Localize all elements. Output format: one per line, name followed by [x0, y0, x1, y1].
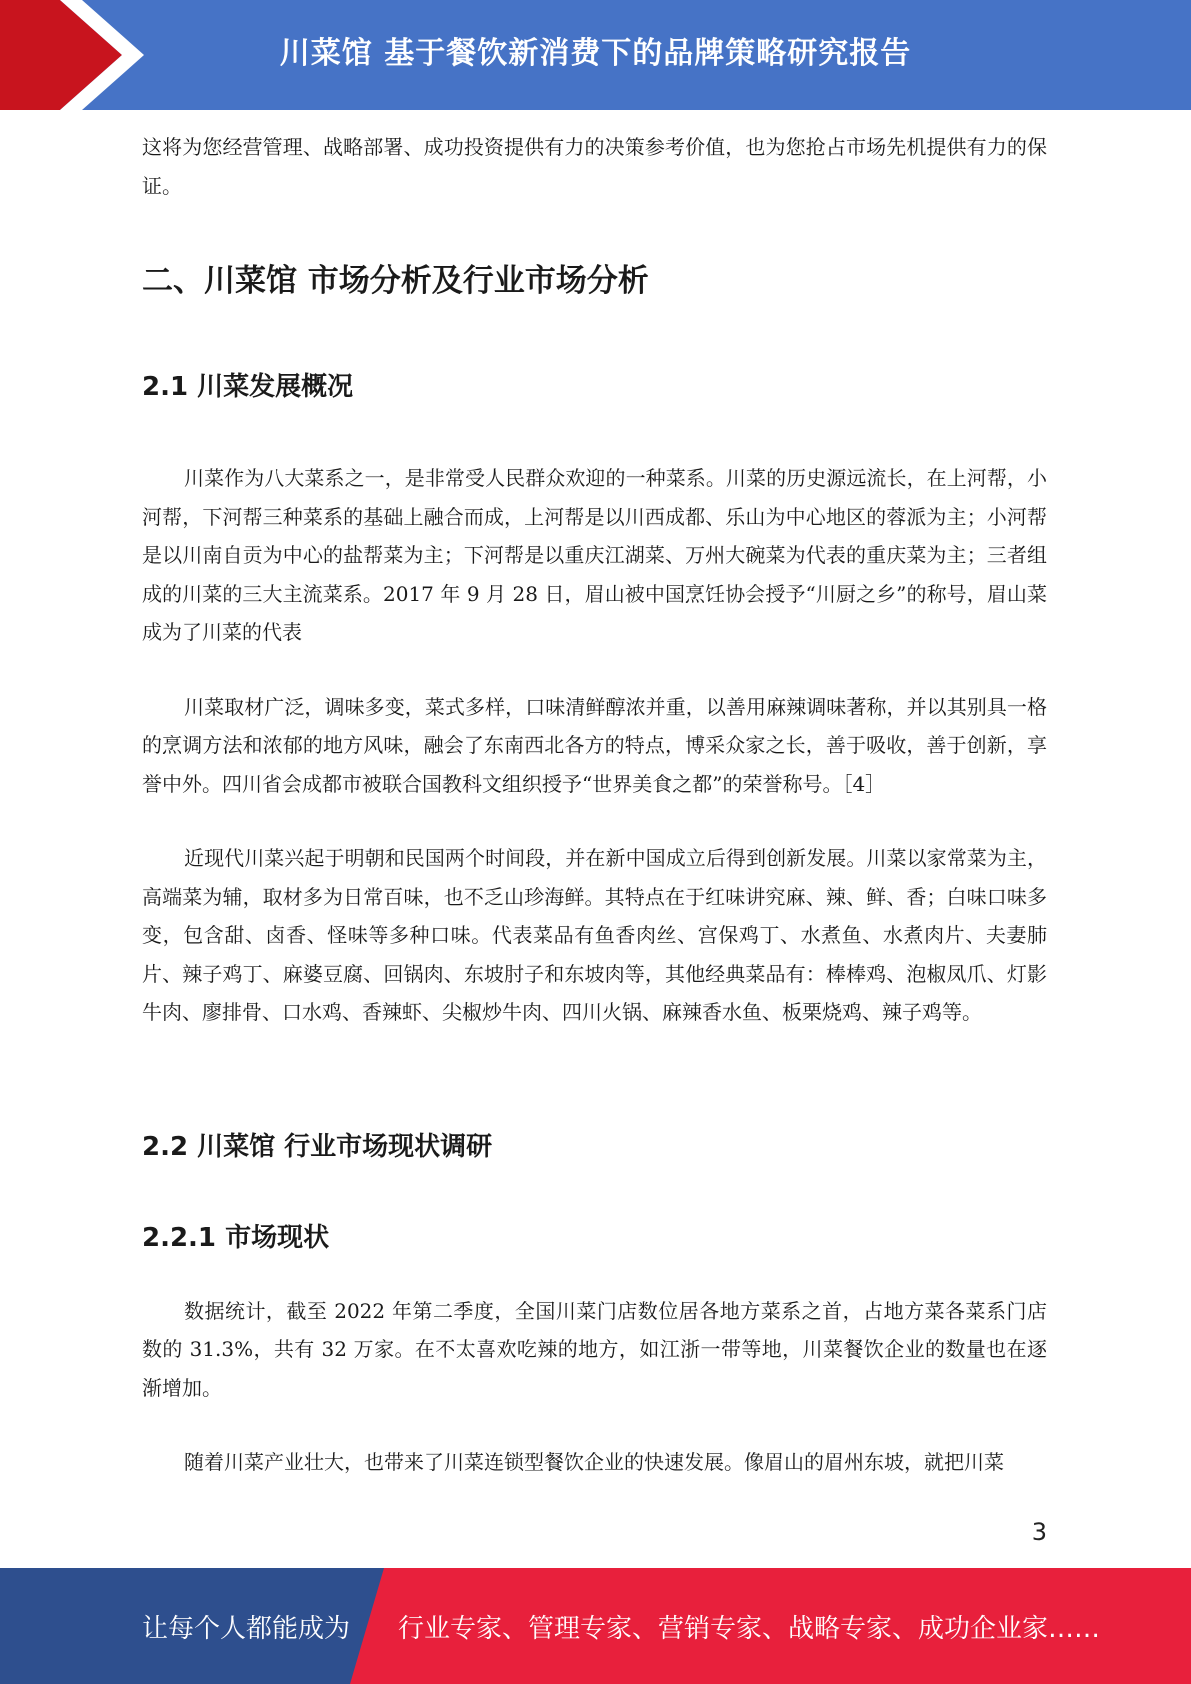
subsection-heading-2-2: 2.2 川菜馆 行业市场现状调研	[142, 1131, 493, 1162]
paragraph: 近现代川菜兴起于明朝和民国两个时间段，并在新中国成立后得到创新发展。川菜以家常菜为主，高端菜为辅，取材多为日常百味，也不乏山珍海鲜。其特点在于红味讲究麻、辣、鲜、香；白味口味多变，包含甜、卤香、怪味等多种口味。代表菜品有鱼香肉丝、宫保鸡丁、水煮鱼、水煮肉片、夫妻肺片、辣子鸡丁、麻婆豆腐、回锅肉、东坡肘子和东坡肉等，其他经典菜品有：棒棒鸡、泡椒凤爪、灯影牛肉、廖排骨、口水鸡、香辣虾、尖椒炒牛肉、四川火锅、麻辣香水鱼、板栗烧鸡、辣子鸡等。	[142, 846, 1047, 1024]
paragraph: 川菜作为八大菜系之一，是非常受人民群众欢迎的一种菜系。川菜的历史源远流长，在上河帮，小河帮，下河帮三种菜系的基础上融合而成，上河帮是以川西成都、乐山为中心地区的蓉派为主；小河帮是以川南自贡为中心的盐帮菜为主；下河帮是以重庆江湖菜、万州大碗菜为代表的重庆菜为主；三者组成的川菜的三大主流菜系。2017 年 9 月 28 日，眉山被中国烹饪协会授予“川厨之乡”的称号，眉山菜成为了川菜的代表	[142, 466, 1047, 644]
page-header	[0, 0, 1191, 110]
intro-paragraph: 这将为您经营管理、战略部署、成功投资提供有力的决策参考价值，也为您抢占市场先机提供有力的保证。	[142, 135, 1047, 198]
section-heading: 二、川菜馆 市场分析及行业市场分析	[142, 263, 649, 299]
paragraph: 川菜取材广泛，调味多变，菜式多样，口味清鲜醇浓并重，以善用麻辣调味著称，并以其别具一格的烹调方法和浓郁的地方风味，融会了东南西北各方的特点，博采众家之长，善于吸收，善于创新，享誉中外。四川省会成都市被联合国教科文组织授予“世界美食之都”的荣誉称号。［4］	[142, 694, 1047, 796]
footer-slogan-left: 让每个人都能成为	[142, 1614, 351, 1644]
report-title: 川菜馆 基于餐饮新消费下的品牌策略研究报告	[279, 36, 912, 71]
subsection-heading-2-2-1: 2.2.1 市场现状	[142, 1222, 330, 1253]
page-footer	[0, 1568, 1191, 1684]
page-number: 3	[1031, 1518, 1047, 1546]
paragraph: 数据统计，截至 2022 年第二季度，全国川菜门店数位居各地方菜系之首，占地方菜各菜系门店数的 31.3%，共有 32 万家。在不太喜欢吃辣的地方，如江浙一带等地，川菜餐饮企业的数量也在逐渐增加。	[142, 1298, 1047, 1400]
paragraph: 随着川菜产业壮大，也带来了川菜连锁型餐饮企业的快速发展。像眉山的眉州东坡，就把川菜	[184, 1450, 1004, 1474]
page-content	[142, 128, 1047, 1482]
footer-slogan-right: 行业专家、管理专家、营销专家、战略专家、成功企业家……	[398, 1614, 1101, 1644]
subsection-heading-2-1: 2.1 川菜发展概况	[142, 372, 354, 402]
header-chevron-graphic	[0, 0, 160, 110]
